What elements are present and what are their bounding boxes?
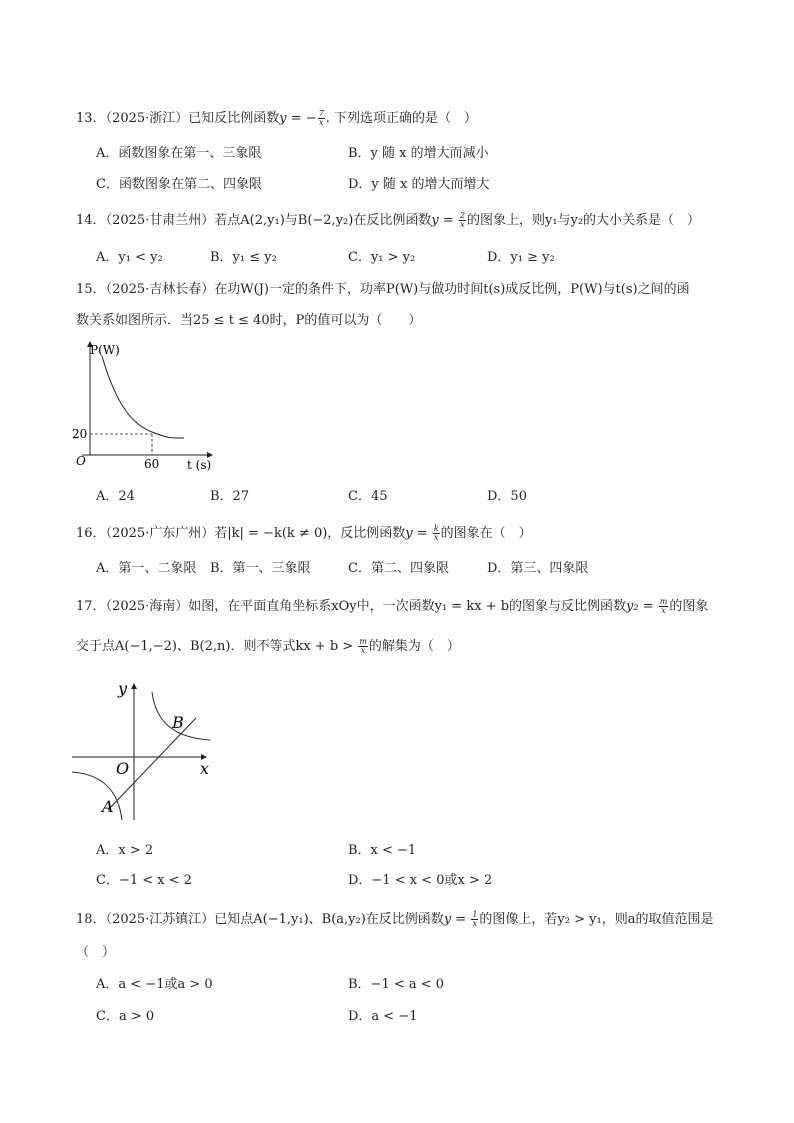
question-source: （2025·浙江） bbox=[105, 111, 189, 126]
question-stem-end: 的图象上，则y₁与y₂的大小关系是（ ） bbox=[466, 213, 701, 228]
x-tick-label: 60 bbox=[144, 457, 160, 471]
question-15: 15．（2025·吉林长春）在功W(J)一定的条件下，功率P(W)与做功时间t(s)成反比例，P(W)与t(s)之间的函 bbox=[76, 282, 690, 297]
question-stem-end: 的图像上，若y₂ > y₁，则a的取值范围是 bbox=[479, 912, 714, 927]
option-a[interactable]: A．a < −1或a > 0 bbox=[96, 977, 213, 992]
question-18: 18．（2025·江苏镇江）已知点A(−1,y₁)、B(a,y₂)在反比例函数y = $\frac{1}{x}$ 的图像上，若y₂ > y₁，则a的取值范围是 bbox=[76, 910, 714, 928]
question-number: 15 bbox=[76, 282, 93, 297]
question-15-line-2: 数关系如图所示．当25 ≤ t ≤ 40时，P的值可以为（ ） bbox=[76, 313, 422, 328]
question-source: （2025·海南） bbox=[105, 599, 189, 614]
formula: y = − bbox=[279, 111, 317, 126]
question-stem: 已知点A(−1,y₁)、B(a,y₂)在反比例函数 bbox=[214, 912, 444, 927]
fraction: $\frac{2}{x}$ bbox=[459, 211, 465, 229]
question-stem: 已知反比例函数 bbox=[188, 111, 280, 126]
question-stem-end: 的图象 bbox=[669, 599, 709, 614]
question-stem: 在功W(J)一定的条件下，功率P(W)与做功时间t(s)成反比例，P(W)与t(s)之间的函 bbox=[214, 282, 690, 297]
fraction: $\frac{7}{x}$ bbox=[318, 109, 324, 127]
question-stem: 如图，在平面直角坐标系xOy中，一次函数y₁ = kx + b的图象与反比例函数 bbox=[188, 599, 627, 614]
y-axis-label: P(W) bbox=[90, 343, 120, 357]
option-a[interactable]: A．函数图象在第一、三象限 bbox=[96, 146, 262, 161]
fraction: $\frac{k}{x}$ bbox=[433, 524, 439, 542]
question-17-line-2: 交于点A(−1,−2)、B(2,n)．则不等式kx + b > $\frac{m}{x}$ 的解集为（ ） bbox=[76, 637, 460, 655]
option-c[interactable]: C．45 bbox=[348, 489, 388, 504]
option-d[interactable]: D．第三、四象限 bbox=[487, 561, 589, 576]
linear-inverse-graph bbox=[70, 680, 220, 825]
formula: y = bbox=[443, 912, 471, 927]
option-d[interactable]: D．a < −1 bbox=[348, 1009, 418, 1024]
fraction: $\frac{1}{x}$ bbox=[472, 910, 478, 928]
question-source: （2025·吉林长春） bbox=[105, 282, 215, 297]
option-d[interactable]: D．50 bbox=[487, 489, 527, 504]
option-c[interactable]: C．第二、四象限 bbox=[348, 561, 449, 576]
question-source: （2025·甘肃兰州） bbox=[105, 213, 215, 228]
question-number: 13 bbox=[76, 111, 93, 126]
fraction: $\frac{m}{x}$ bbox=[359, 637, 367, 655]
question-18-line-2: （ ） bbox=[76, 945, 116, 960]
origin-label: O bbox=[116, 759, 130, 778]
formula: y = bbox=[431, 213, 458, 228]
y-axis-label: y bbox=[118, 680, 128, 698]
question-13: 13．（2025·浙江）已知反比例函数y = − $\frac{7}{x}$ . 下列选项正确的是（ ） bbox=[76, 109, 478, 127]
option-c[interactable]: C．y₁ > y₂ bbox=[348, 250, 416, 265]
question-stem-end: 的图象在（ ） bbox=[440, 526, 532, 541]
question-stem-end: . 下列选项正确的是（ ） bbox=[325, 111, 478, 126]
formula: y = bbox=[405, 526, 432, 541]
question-number: 14 bbox=[76, 213, 93, 228]
point-b-label: B bbox=[172, 713, 184, 732]
option-c[interactable]: C．函数图象在第二、四象限 bbox=[96, 177, 262, 192]
question-14: 14．（2025·甘肃兰州）若点A(2,y₁)与B(−2,y₂)在反比例函数y = $\frac{2}{x}$ 的图象上，则y₁与y₂的大小关系是（ ） bbox=[76, 211, 701, 229]
origin-label: O bbox=[76, 454, 86, 468]
option-a[interactable]: A．x > 2 bbox=[96, 843, 154, 858]
option-a[interactable]: A．y₁ < y₂ bbox=[96, 250, 163, 265]
question-source: （2025·江苏镇江） bbox=[105, 912, 215, 927]
question-number: 17 bbox=[76, 599, 93, 614]
question-number: 16 bbox=[76, 526, 93, 541]
question-source: （2025·广东广州） bbox=[105, 526, 215, 541]
x-axis-label: x bbox=[200, 759, 210, 778]
option-a[interactable]: A．24 bbox=[96, 489, 135, 504]
option-d[interactable]: D．−1 < x < 0或x > 2 bbox=[348, 873, 493, 888]
option-c[interactable]: C．a > 0 bbox=[96, 1009, 155, 1024]
option-b[interactable]: B．y 随 x 的增大而减小 bbox=[348, 146, 489, 161]
option-a[interactable]: A．第一、二象限 bbox=[96, 561, 197, 576]
question-stem: 若点A(2,y₁)与B(−2,y₂)在反比例函数 bbox=[214, 213, 432, 228]
option-d[interactable]: D．y₁ ≥ y₂ bbox=[487, 250, 555, 265]
option-b[interactable]: B．y₁ ≤ y₂ bbox=[210, 250, 277, 265]
option-c[interactable]: C．−1 < x < 2 bbox=[96, 873, 193, 888]
inverse-curve bbox=[102, 356, 184, 438]
fraction: $\frac{m}{x}$ bbox=[659, 597, 668, 615]
power-time-graph bbox=[72, 338, 217, 473]
question-stem: 若|k| = −k(k ≠ 0)，反比例函数 bbox=[214, 526, 406, 541]
x-axis-label: t (s) bbox=[187, 458, 212, 472]
point-a-label: A bbox=[102, 797, 114, 816]
option-b[interactable]: B．x < −1 bbox=[348, 843, 417, 858]
hyperbola-branch-lower bbox=[72, 772, 122, 820]
option-b[interactable]: B．第一、三象限 bbox=[210, 561, 311, 576]
y-tick-label: 20 bbox=[72, 427, 88, 441]
question-16: 16．（2025·广东广州）若|k| = −k(k ≠ 0)，反比例函数y = $\frac{k}{x}$ 的图象在（ ） bbox=[76, 524, 532, 542]
option-b[interactable]: B．27 bbox=[210, 489, 250, 504]
option-b[interactable]: B．−1 < a < 0 bbox=[348, 977, 445, 992]
formula: y₂ = bbox=[626, 599, 658, 614]
question-number: 18 bbox=[76, 912, 93, 927]
question-17: 17．（2025·海南）如图，在平面直角坐标系xOy中，一次函数y₁ = kx + b的图象与反比例函数y₂ = $\frac{m}{x}$ 的图象 bbox=[76, 597, 709, 615]
option-d[interactable]: D．y 随 x 的增大而增大 bbox=[348, 177, 490, 192]
